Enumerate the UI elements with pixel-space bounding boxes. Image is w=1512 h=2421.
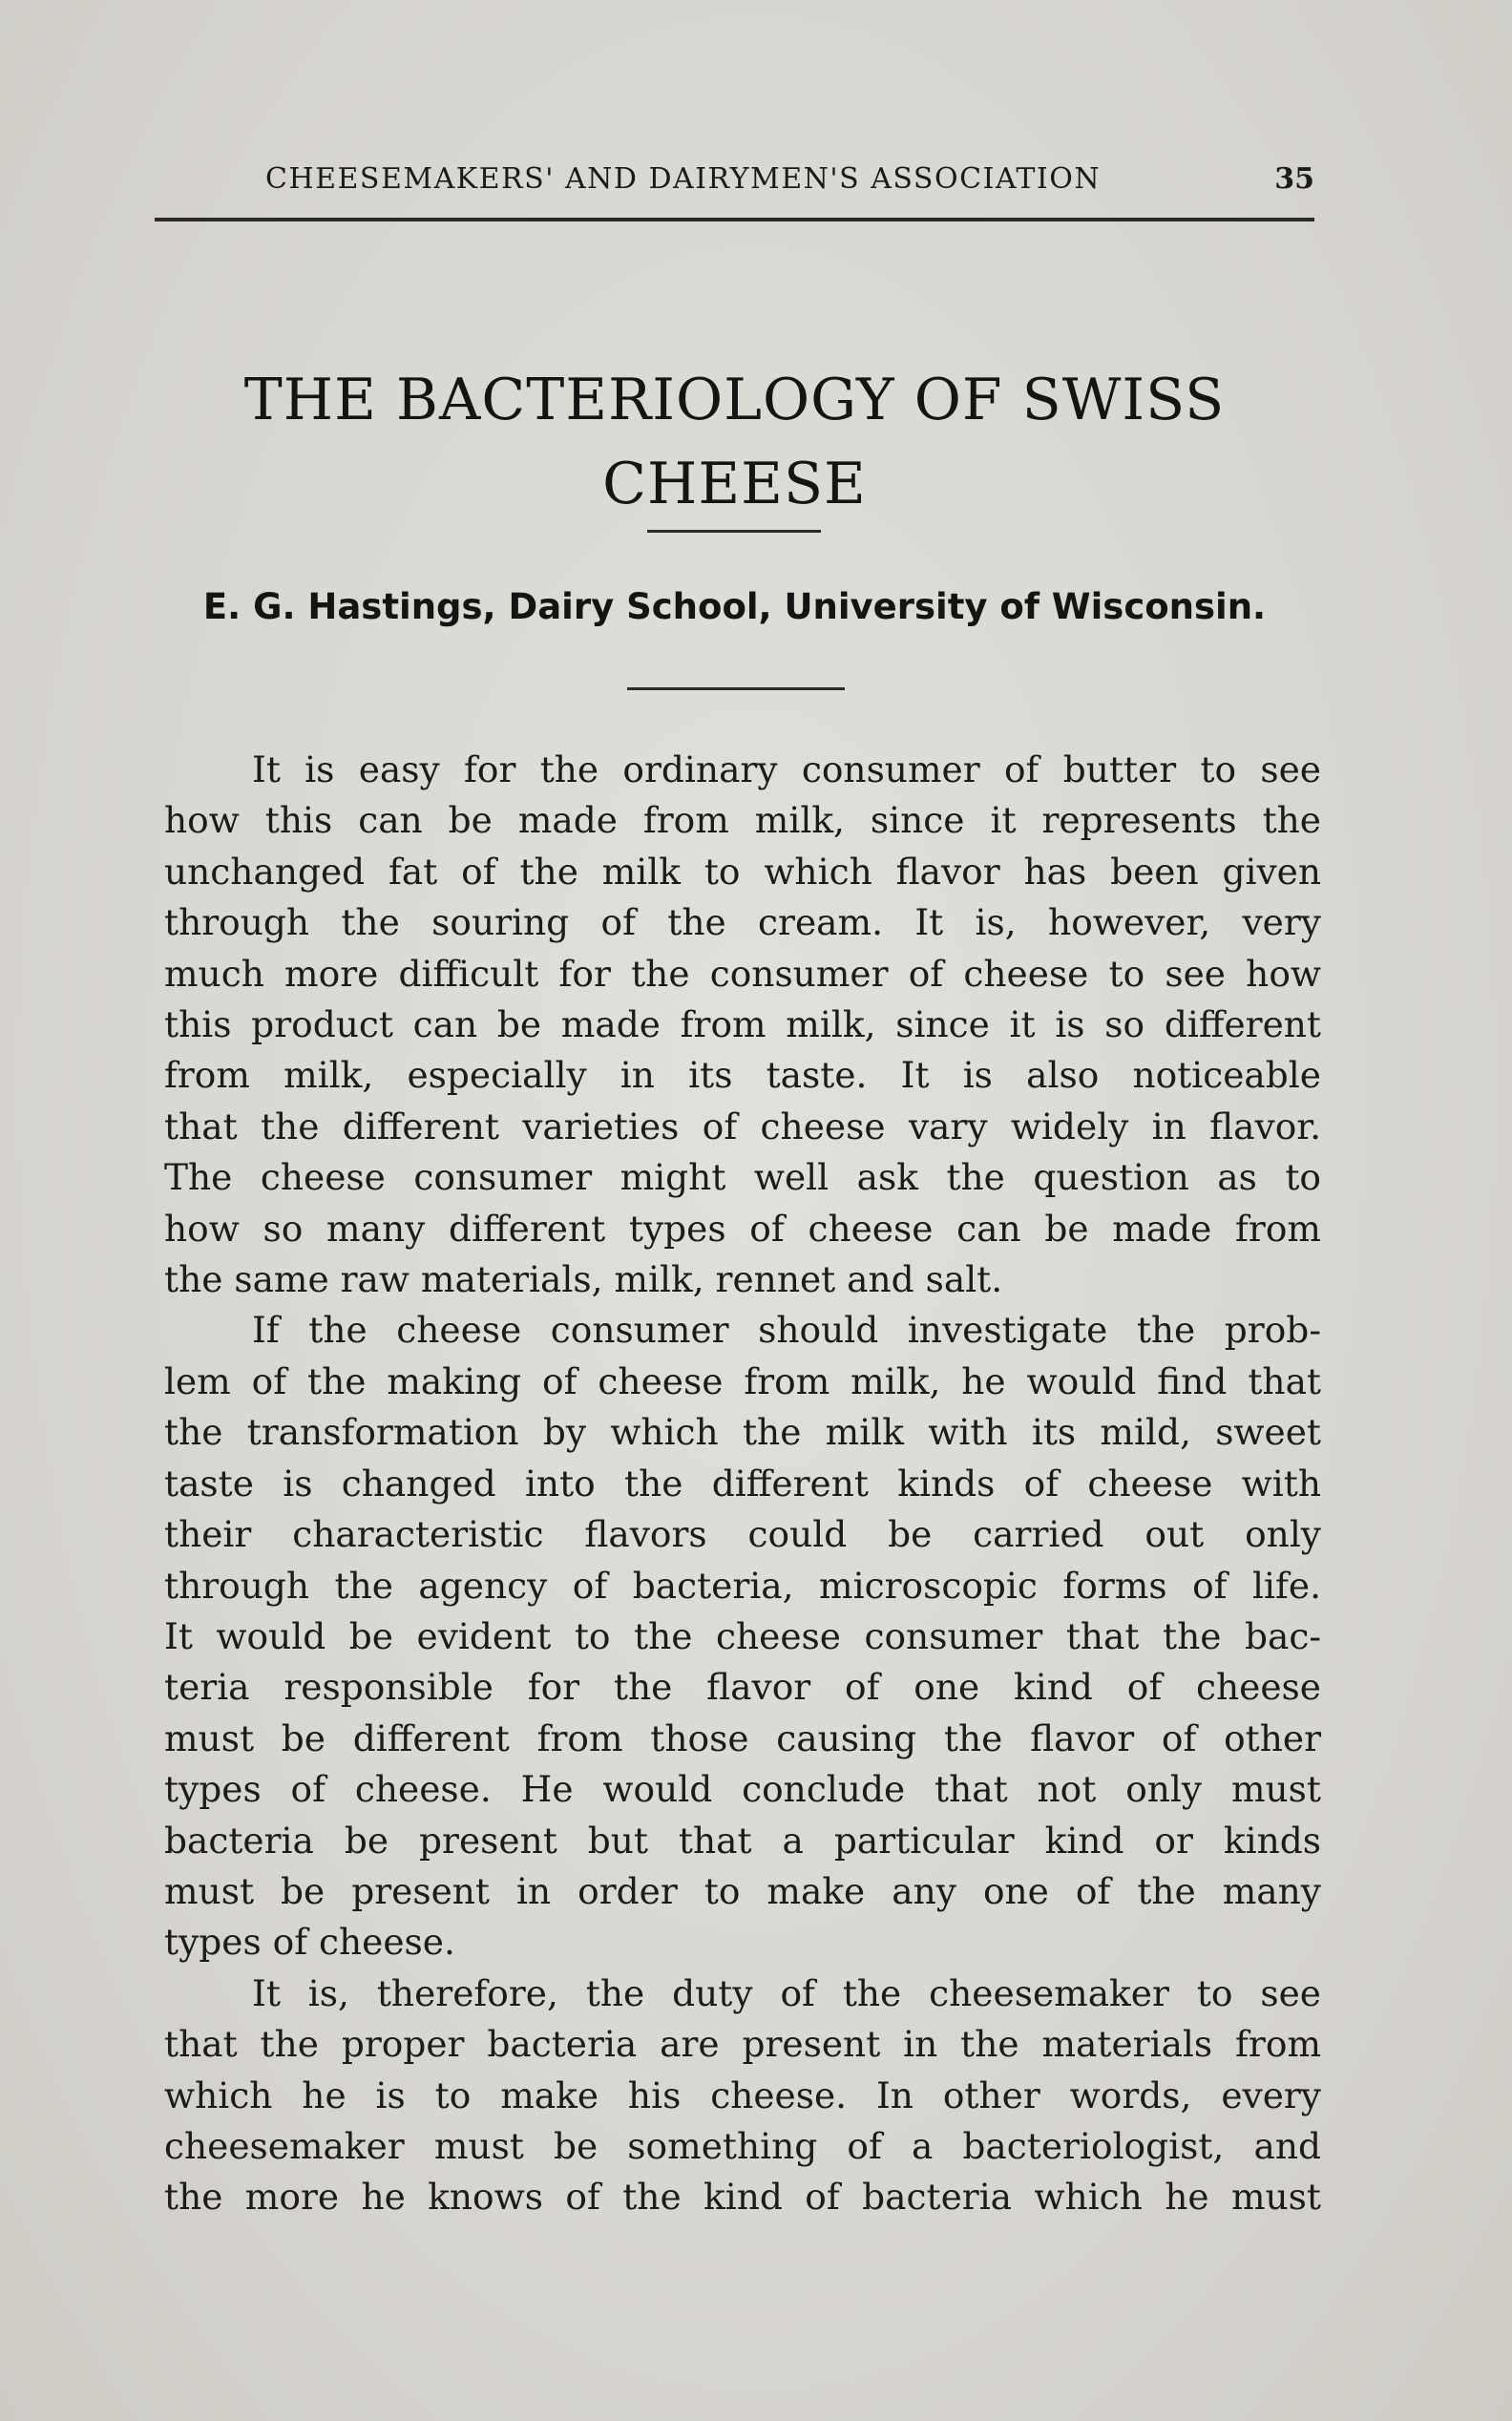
text-line: unchanged fat of the milk to which flavor has been given: [164, 850, 1321, 893]
paragraph: [164, 745, 1321, 1305]
text-line: how this can be made from milk, since it represents the: [164, 799, 1321, 842]
text-line: cheesemaker must be something of a bacteriologist, and: [164, 2124, 1321, 2167]
article-body: [164, 745, 1321, 2223]
page-number: 35: [1274, 162, 1314, 196]
text-line: the same raw materials, milk, rennet and salt.: [164, 1258, 1003, 1301]
running-head-title: CHEESEMAKERS' AND DAIRYMEN'S ASSOCIATION: [265, 162, 1102, 196]
paragraph: [164, 1305, 1321, 1968]
text-line: through the souring of the cream. It is, however, very: [164, 901, 1321, 944]
text-line: their characteristic flavors could be carried out only: [164, 1513, 1321, 1556]
text-line: lem of the making of cheese from milk, he would find that: [164, 1359, 1321, 1402]
header-rule: [155, 218, 1314, 221]
text-line: the transformation by which the milk with its mild, sweet: [164, 1411, 1321, 1454]
text-line: how so many different types of cheese can be made from: [164, 1207, 1321, 1250]
text-line: It would be evident to the cheese consumer that the bac-: [164, 1614, 1321, 1657]
article-title-line-2: CHEESE: [602, 451, 867, 518]
text-line: that the different varieties of cheese vary widely in flavor.: [164, 1105, 1321, 1147]
text-line: this product can be made from milk, since it is so different: [164, 1003, 1321, 1046]
text-line: that the proper bacteria are present in the materials from: [164, 2023, 1321, 2066]
author-rule: [627, 687, 845, 690]
text-line: which he is to make his cheese. In other words, every: [164, 2074, 1321, 2116]
text-line: the more he knows of the kind of bacteria which he must: [164, 2176, 1321, 2219]
text-line: taste is changed into the different kinds of cheese with: [164, 1462, 1321, 1505]
article-title-line-1: THE BACTERIOLOGY OF SWISS: [243, 367, 1226, 434]
author-byline: E. G. Hastings, Dairy School, University of Wisconsin.: [202, 586, 1267, 627]
text-line: The cheese consumer might well ask the question as to: [164, 1156, 1321, 1199]
text-line: must be present in order to make any one of the many: [164, 1869, 1321, 1912]
running-head: [155, 158, 1314, 206]
paragraph: [164, 1968, 1321, 2223]
text-line: through the agency of bacteria, microscopic forms of life.: [164, 1564, 1321, 1607]
text-line: If the cheese consumer should investigate the prob-: [252, 1309, 1321, 1352]
text-line: types of cheese. He would conclude that not only must: [164, 1768, 1321, 1811]
article-title: [155, 358, 1314, 526]
title-rule: [647, 530, 821, 533]
text-line: much more difficult for the consumer of cheese to see how: [164, 952, 1321, 995]
text-line: teria responsible for the flavor of one kind of cheese: [164, 1666, 1321, 1709]
text-line: types of cheese.: [164, 1921, 455, 1964]
text-line: bacteria be present but that a particular kind or kinds: [164, 1819, 1321, 1862]
text-line: must be different from those causing the flavor of other: [164, 1716, 1321, 1759]
text-line: from milk, especially in its taste. It is also noticeable: [164, 1054, 1321, 1097]
text-line: It is easy for the ordinary consumer of butter to see: [252, 748, 1321, 790]
text-line: It is, therefore, the duty of the cheesemaker to see: [252, 1971, 1321, 2014]
